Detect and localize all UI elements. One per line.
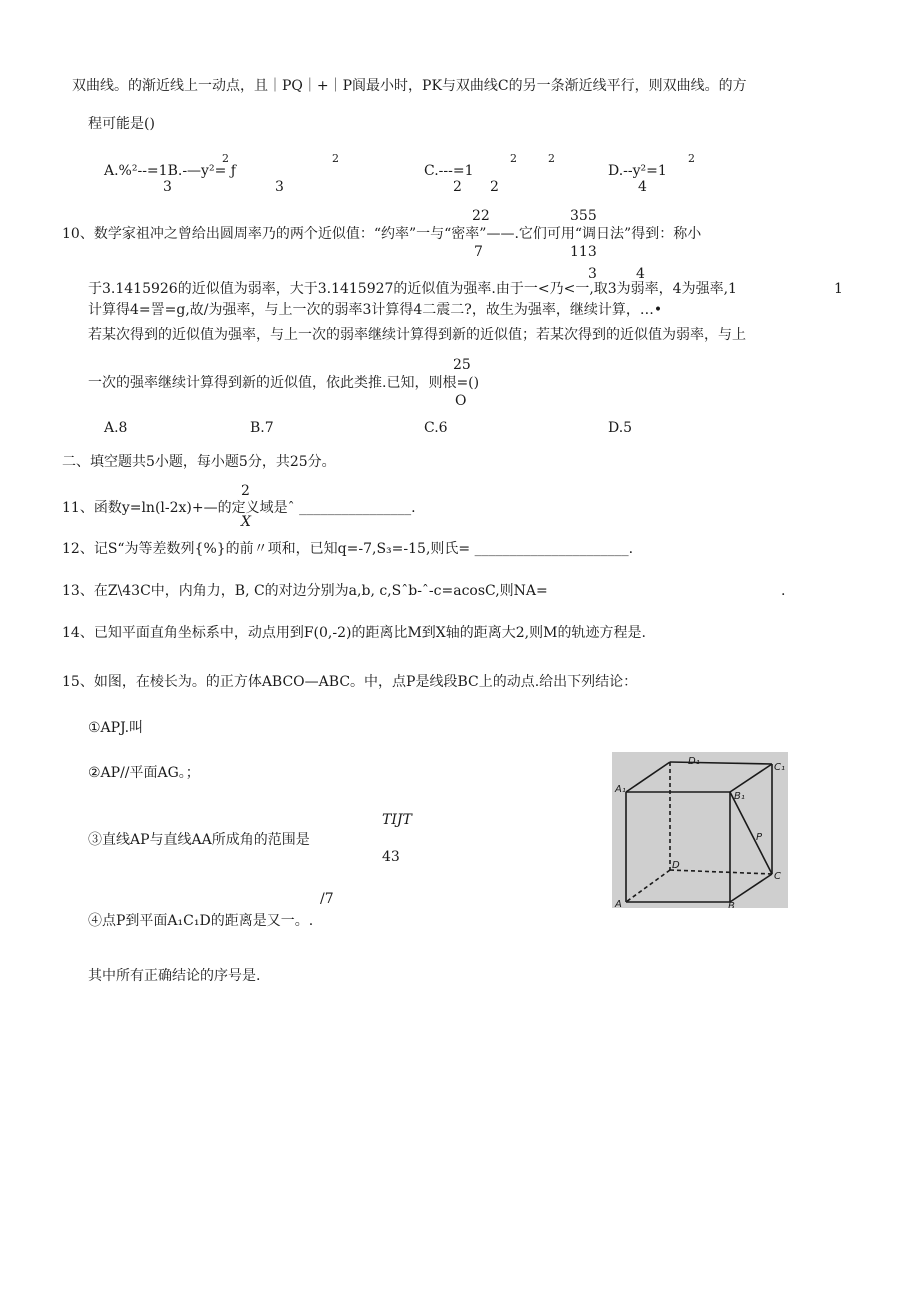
label-p: P (756, 832, 763, 843)
q10-option-c: C.6 (424, 420, 448, 436)
q15-c4-sup: /7 (320, 891, 334, 907)
q15-c3-sub: 43 (382, 849, 400, 865)
q9-b-sup: 2 (332, 152, 339, 165)
q15-conclusion-4: ④点P到平面A₁C₁D的距离是又一。. (88, 913, 314, 929)
q10-margin-mark: 1 (834, 281, 843, 297)
q10-frac2-num: 355 (570, 208, 597, 224)
q9-option-ab: A.%²--=1B.-—y²= ƒ (104, 163, 236, 179)
label-b: B (728, 901, 735, 908)
q9-c-sub2: 2 (490, 179, 499, 195)
q10-frac5-den: O (455, 393, 467, 409)
label-a1: A₁ (615, 784, 626, 795)
q15-c3-sup: TIJT (382, 812, 412, 828)
q9-b-sub: 3 (275, 179, 284, 195)
label-b1: B₁ (734, 791, 745, 802)
q13-end: . (781, 583, 786, 599)
section2-heading: 二、填空题共5小题，每小题5分，共25分。 (62, 454, 336, 470)
q10-line3: 计算得4=詈=g,故/为强率，与上一次的弱率3计算得4二震二?，故生为强率，继续计算，…• (88, 302, 663, 318)
q15-conclusion-3: ③直线AP与直线AA所成角的范围是 (88, 832, 310, 848)
label-c1: C₁ (774, 762, 785, 773)
q11-sup: 2 (241, 483, 250, 499)
q9-a-sub: 3 (163, 179, 172, 195)
cube-figure (612, 752, 788, 908)
q11-sub: X (241, 514, 251, 530)
label-d: D (672, 860, 680, 871)
q9-option-c: C.---=1 (424, 163, 474, 179)
label-a: A (615, 899, 622, 908)
q10-line2: 于3.1415926的近似值为弱率，大于3.1415927的近似值为强率.由于一<乃<一,取3为弱率，4为强率,1 (88, 281, 737, 297)
q10-line5: 一次的强率继续计算得到新的近似值，依此类推.已知，则根=() (88, 375, 480, 391)
q10-frac1-num: 22 (472, 208, 490, 224)
q9-c-sub1: 2 (453, 179, 462, 195)
q15-conclusion-2: ②AP//平面AG。； (88, 765, 200, 781)
q10-frac2-den: 113 (570, 244, 597, 260)
q9-c-sup2: 2 (548, 152, 555, 165)
q9-option-d: D.--y²=1 (608, 163, 667, 179)
q9-a-sup: 2 (222, 152, 229, 165)
label-c: C (774, 871, 781, 882)
q15-text: 15、如图，在棱长为。的正方体ABCO—ABC。中，点P是线段BC上的动点.给出下列结论： (62, 674, 638, 690)
label-d1: D₁ (688, 756, 700, 767)
q10-line4: 若某次得到的近似值为强率，与上一次的弱率继续计算得到新的近似值；若某次得到的近似值为弱率，与上 (88, 327, 746, 343)
q15-conclusion-1: ①APJ.叫 (88, 720, 144, 736)
q10-frac4-num: 4 (636, 266, 645, 282)
q9-line1: 双曲线。的渐近线上一动点，且｜PQ｜+｜P阆最小时，PK与双曲线C的另一条渐近线平行，则双曲线。的方 (72, 78, 747, 94)
q14-text: 14、已知平面直角坐标系中，动点用到F(0,-2)的距离比M到X轴的距离大2,则M的轨迹方程是. (62, 625, 646, 641)
q13-text: 13、在Z\43C中，内角力，B, C的对边分别为a,b, c,Sˆb-ˆ-c=acosC,则NA= (62, 583, 548, 599)
q12-text: 12、记S“为等差数列{%}的前〃项和，已知q=-7,S₃=-15,则氏= ______________________. (62, 541, 634, 557)
q11-text: 11、函数y=ln(l-2x)+—的定义域是ˆ ________________. (62, 500, 416, 516)
q9-line2: 程可能是() (88, 116, 155, 132)
q9-d-sub: 4 (638, 179, 647, 195)
q10-frac5-num: 25 (453, 357, 471, 373)
q10-frac1-den: 7 (474, 244, 483, 260)
q9-c-sup1: 2 (510, 152, 517, 165)
q10-option-a: A.8 (104, 420, 128, 436)
q10-option-b: B.7 (250, 420, 274, 436)
q15-final: 其中所有正确结论的序号是. (88, 968, 261, 984)
q9-d-sup: 2 (688, 152, 695, 165)
q10-line1: 10、数学家祖冲之曾给出圆周率乃的两个近似值：“约率”一与“密率”——.它们可用“调日法”得到：称小 (62, 226, 702, 242)
q10-option-d: D.5 (608, 420, 633, 436)
q10-frac3-num: 3 (588, 266, 597, 282)
